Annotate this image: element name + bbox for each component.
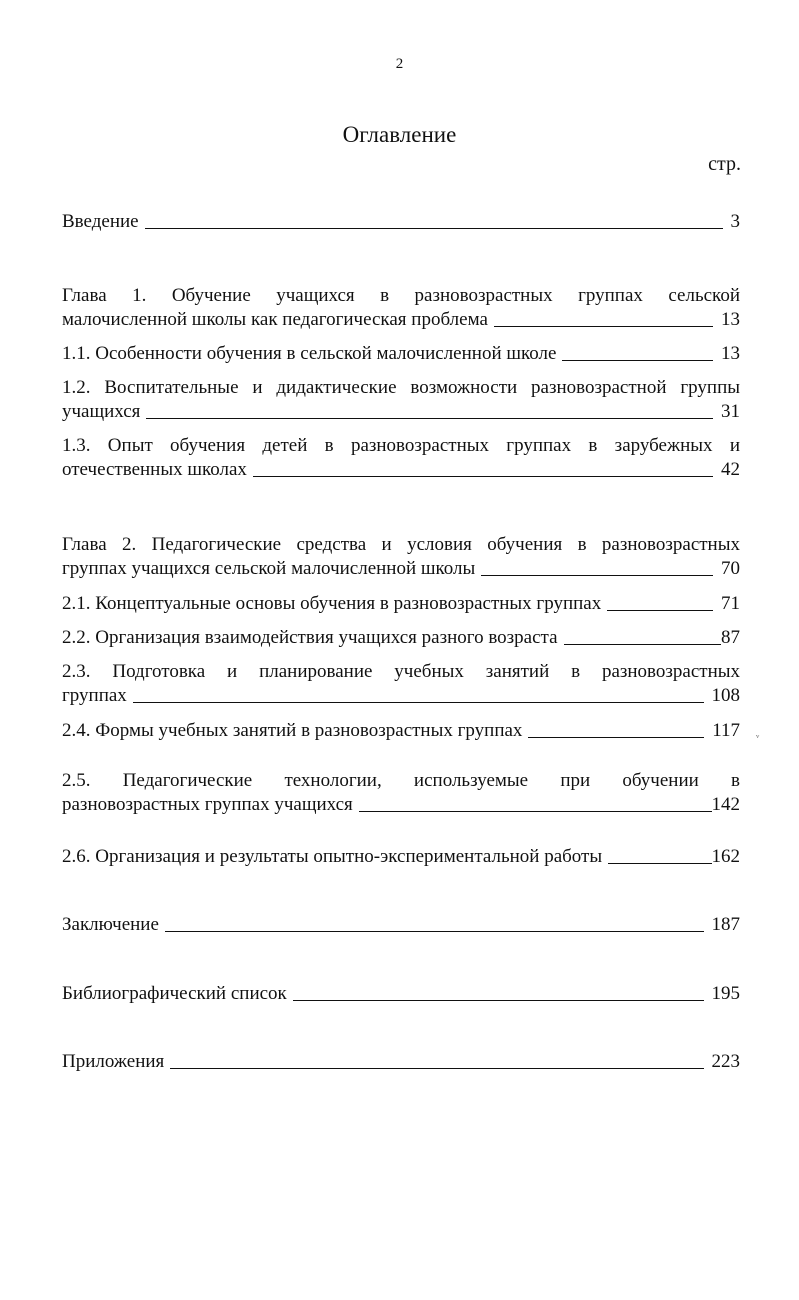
toc-entry-1-3[interactable]: [62, 434, 740, 482]
leader-line: [253, 476, 713, 477]
leader-line: [146, 418, 713, 419]
toc-entry-title: 2.3. Подготовка и планирование учебных занятий в разновозрастных: [62, 661, 740, 682]
toc-entry-title: 2.1. Концептуальные основы обучения в разновозрастных группах: [62, 593, 602, 614]
toc-entry-title-cont: учащихся: [62, 401, 141, 422]
leader-line: [607, 610, 713, 611]
toc-entry-title: Глава 1. Обучение учащихся в разновозрастных группах сельской: [62, 285, 740, 306]
toc-entry-page: 13: [721, 343, 740, 364]
leader-line: [359, 811, 712, 812]
toc-entry-bibliography[interactable]: [62, 982, 740, 1006]
toc-entry-page: 70: [721, 558, 740, 579]
toc-entry-title: 2.5. Педагогические технологии, используемые при обучении в: [62, 770, 740, 791]
toc-entry-title-cont: группах учащихся сельской малочисленной школы: [62, 558, 476, 579]
toc-entry-page: 223: [711, 1051, 740, 1072]
leader-line: [170, 1068, 703, 1069]
toc-entry-title: Приложения: [62, 1051, 165, 1072]
toc-entry-conclusion[interactable]: [62, 913, 740, 937]
toc-entry-title: 2.2. Организация взаимодействия учащихся разного возраста: [62, 627, 558, 648]
toc-entry-2-1[interactable]: [62, 592, 740, 616]
leader-line: [608, 863, 711, 864]
toc-entry-title: 1.1. Особенности обучения в сельской малочисленной школе: [62, 343, 557, 364]
toc-entry-2-4[interactable]: [62, 719, 740, 743]
scan-artifact: ᵥ: [756, 728, 760, 740]
toc-entry-title: Библиографический список: [62, 983, 287, 1004]
leader-line: [494, 326, 713, 327]
leader-line: [293, 1000, 704, 1001]
toc-entry-2-3[interactable]: [62, 660, 740, 708]
toc-entry-title-cont: малочисленной школы как педагогическая проблема: [62, 309, 488, 330]
page-column-label: стр.: [708, 153, 741, 175]
toc-entry-title-cont: отечественных школах: [62, 459, 247, 480]
toc-entry-introduction[interactable]: [62, 210, 740, 234]
leader-line: [528, 737, 704, 738]
toc-entry-title: 1.3. Опыт обучения детей в разновозрастных группах в зарубежных и: [62, 435, 740, 456]
toc-entry-2-5[interactable]: [62, 769, 740, 817]
toc-entry-page: 31: [721, 401, 740, 422]
leader-line: [564, 644, 721, 645]
toc-entry-page: 71: [721, 593, 740, 614]
page-title: Оглавление: [342, 122, 457, 147]
leader-line: [133, 702, 704, 703]
leader-line: [562, 360, 713, 361]
toc-entry-appendices[interactable]: [62, 1050, 740, 1074]
toc-entry-page: 42: [721, 459, 740, 480]
page-number: 2: [395, 56, 404, 72]
toc-entry-page: 117: [712, 720, 740, 741]
toc-entry-1-1[interactable]: [62, 342, 740, 366]
toc-entry-title-cont: разновозрастных группах учащихся: [62, 794, 353, 815]
toc-entry-title: 1.2. Воспитательные и дидактические возможности разновозрастной группы: [62, 377, 740, 398]
toc-entry-page: 108: [711, 685, 740, 706]
toc-entry-page: 87: [721, 627, 740, 648]
leader-line: [145, 228, 723, 229]
toc-entry-page: 187: [711, 914, 740, 935]
toc-entry-title: 2.4. Формы учебных занятий в разновозрастных группах: [62, 720, 523, 741]
toc-entry-title: Глава 2. Педагогические средства и условия обучения в разновозрастных: [62, 534, 740, 555]
toc-entry-page: 142: [711, 794, 740, 815]
leader-line: [165, 931, 704, 932]
toc-entry-chapter-2[interactable]: [62, 533, 740, 581]
toc-entry-title: 2.6. Организация и результаты опытно-экспериментальной работы: [62, 846, 603, 867]
toc-entry-page: 162: [711, 846, 740, 867]
toc-entry-2-2[interactable]: [62, 626, 740, 650]
toc-entry-page: 195: [711, 983, 740, 1004]
toc-entry-title: Введение: [62, 211, 139, 232]
toc-entry-2-6[interactable]: [62, 845, 740, 869]
toc-entry-page: 13: [721, 309, 740, 330]
toc-entry-page: 3: [730, 211, 740, 232]
toc-entry-chapter-1[interactable]: [62, 284, 740, 332]
toc-entry-title: Заключение: [62, 914, 159, 935]
leader-line: [481, 575, 713, 576]
toc-entry-title-cont: группах: [62, 685, 127, 706]
toc-entry-1-2[interactable]: [62, 376, 740, 424]
